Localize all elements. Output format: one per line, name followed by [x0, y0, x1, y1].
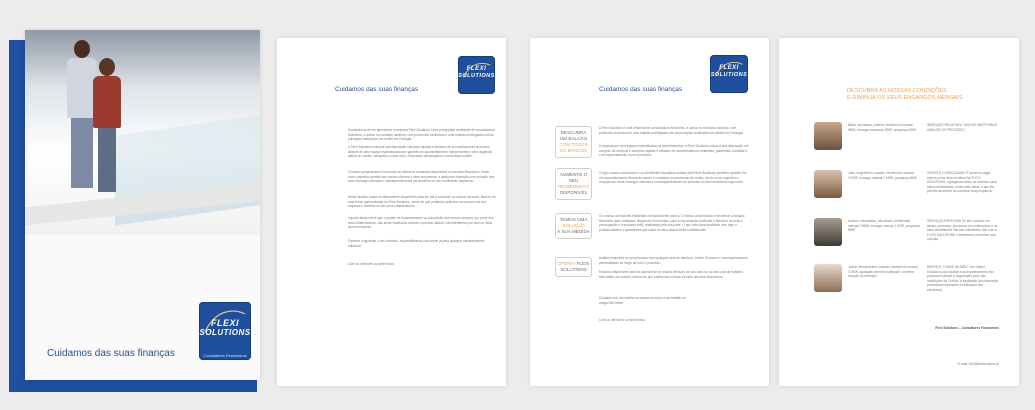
- case-service-joana: SERVIÇO "CHAVE NA MÃO" Um Gestor Exclusivo para análise e acompanhamento dos processos (desde a negociação junto das instituições de Crédito, à liquidação da informação processual necessária e realização das escrituras).: [927, 265, 999, 292]
- feature-box-solucao: [555, 213, 592, 239]
- case-service-maria: INSENÇÃO RELATIVA À TAXA DE ABERTURA E ANÁLISE DE PROCESSO: [927, 123, 998, 132]
- logo-text-solutions: SOLUTIONS: [199, 328, 251, 337]
- page3-logo: [710, 55, 748, 93]
- letter-page-1: [277, 38, 506, 386]
- page3-paragraph-3: O rigor nossos consultores e os excelentes resultados obtidos pela Flexi Solutions permitem garantir-lhe um aconselhamento financeiro isento e condições excepcionais de crédito, tendo como objectivo a redução dos seus encargos mensais e consequentemente um aumento do seu rendimento disponível.: [599, 171, 747, 185]
- logo-text-flexi: FLEXI: [466, 66, 487, 72]
- feature-box-highlight: SOLUÇÃO: [562, 223, 585, 228]
- logo-subtitle: Consultores Financeiros: [203, 353, 247, 358]
- feature-box-balcao: [555, 126, 592, 158]
- cover-logo: [199, 302, 251, 360]
- feature-box-highlight: OFERTA: [557, 261, 576, 266]
- feature-box-rendimento: [555, 168, 592, 200]
- case-service-joao: CRÉDITO CONSOLIDADO É possível pagar menos pelos seus créditos! Na FLEXI SOLUTIONS, agregamos todos os créditos numa única mensalidade, muito mais baixa, o que lhe permite aumentar ou construir uma poupança.: [927, 171, 997, 194]
- page3-closing: Com os melhores cumprimentos.: [599, 318, 646, 322]
- page3-heading: Cuidamos das suas finanças: [599, 86, 683, 93]
- letter-page-2: [530, 38, 769, 386]
- cover-photo: [25, 30, 260, 235]
- feature-box-highlight: COM TODOS OS BANCOS: [559, 142, 588, 153]
- page2-closing: Com os melhores cumprimentos.: [348, 262, 395, 266]
- page4-footer-email: E-mail: info@flexisolutions.pt: [958, 362, 999, 366]
- feature-box-text: TEMOS UMA: [559, 217, 588, 222]
- page3-paragraph-1: A Flexi Solutions é uma empresa de consultadoria financeira, a actuar no mercado nacional, com protocolos exclusivos e uma relação privilegiada com as principais instituições de crédito em Portugal.: [599, 126, 744, 135]
- page2-heading: Cuidamos das suas finanças: [335, 86, 419, 93]
- logo-text-solutions: SOLUTIONS: [710, 72, 748, 78]
- feature-box-text: FLEXI SOLUTIONS: [560, 261, 590, 272]
- page4-heading-line1: DESCUBRA AS NOSSAS CONDIÇÕES: [847, 88, 947, 94]
- case-photo-joana: [814, 264, 842, 292]
- feature-box-highlight: RENDIMENTO: [558, 184, 589, 189]
- case-profile-maria: Maria, secretária, solteira, rendimento mensal 850€, encargo mensal de 520€, poupança 205€.: [848, 123, 917, 132]
- case-profile-joana: Joana, farmacêutica, casada, rendimento mensal 3.000€, aquisição primeira habitação, a melhor solução do mercado.: [848, 265, 918, 279]
- case-photo-maria: [814, 122, 842, 150]
- case-profile-antonio: António, informático, divorciado, rendimento mensal 2.500€, encargo mensal 1.200€, poupança 550€: [848, 219, 920, 233]
- logo-text-solutions: SOLUTIONS: [458, 73, 495, 79]
- feature-box-oferta: [555, 257, 592, 277]
- page2-paragraph-5: Importa ainda referir que o pedido de esclarecimento ou subscrição dos nossos serviços, por parte dos seus colaboradores, não serão realizados durante o período laboral, não interferindo por isso no ritmo da sua empresa.: [348, 216, 494, 230]
- conditions-page: [779, 38, 1019, 386]
- feature-box-text: DISPONÍVEL: [559, 190, 588, 195]
- page3-paragraph-5: Análise financeira do seu processo sem qualquer taxa de abertura. Gestor Exclusivo e acompanhamento personalizado ao longo de todo o processo.: [599, 256, 748, 265]
- page2-paragraph-6: Ficamos a aguardar o seu contacto, disponibilizando-nos desde já para qualquer esclarecimento adicional.: [348, 239, 485, 248]
- feature-box-text: À SUA MEDIDA: [557, 229, 590, 234]
- case-photo-antonio: [814, 218, 842, 246]
- page2-paragraph-1: Gostaríamos de lhe apresentar a empresa Flexi Solutions. Uma privilegiada sociedade de consultadoria financeira, a actuar no mercado nacional, com protocolos exclusivos e uma relação privilegiada com as principais instituições de crédito em Portugal.: [348, 128, 495, 142]
- page3-paragraph-7: Contacte-nos. Aconselhe os nossos serviços a um familiar ou amigo! Até breve.: [599, 296, 686, 305]
- page3-paragraph-2: Composta por uma equipa especializada na área financeira, a Flexi Solutions coloca à sua disposição um conjunto de serviços e soluções rápidas e eficazes de aconselhamento financeiro, garantindo a análise e o acompanhamento do seu processo.: [599, 144, 749, 158]
- page3-paragraph-4: Os nossos consultores trabalham exclusivamente para si. O nosso compromisso é encontrar a solução financeira mais vantajosa, disponível no mercado, para a sua situação particular e libertá-lo de toda a preocupação e burocracia inútil, realizadas pela sua parte. O seu caso será analisado com rigor e profissionalismo e garantimos que todos os seus dados serão confidenciais.: [599, 214, 745, 232]
- logo-text-flexi: FLEXI: [719, 65, 739, 71]
- feature-box-text: AUMENTE O SEU: [559, 172, 588, 183]
- case-photo-joao: [814, 170, 842, 198]
- cover-folder: [25, 30, 260, 380]
- logo-text-flexi: FLEXI: [210, 318, 239, 328]
- page2-paragraph-3: O nosso compromisso é encontrar as melhores condições disponíveis no mercado financeiro, tendo como objectivo permitir aos nossos clientes o ideal empréstimo à particulas obtenção uma redução dos seus encargos mensais e consequentemente um aumento do seu rendimento disponível.: [348, 170, 494, 184]
- person-woman: [93, 58, 123, 193]
- cover-title: Cuidamos das suas finanças: [47, 348, 175, 359]
- page4-footer-company: Flexi Solutions – Consultores Financeiros: [935, 326, 999, 330]
- page2-paragraph-4: Neste sentido, estamos inteiramente disponíveis para lhe dar a conhecer os nossos serviços, através de uma breve apresentação da Flexi Solutions, certos de que podemos optimizar os recursos da sua empresa e também os dos seus colaboradores.: [348, 195, 496, 209]
- page3-paragraph-6: Estamos disponíveis para lhe apresentar os nossos serviços, no seu caso ou no seu local de trabalho. Não existe um número mínimo de que poderemos colocar os seus recursos financeiros.: [599, 270, 744, 279]
- case-profile-joao: João, engenheiro, casado, rendimento mensal 3.000€, encargo mensal 1.150€, poupança 460€: [848, 171, 917, 180]
- case-service-antonio: SERVIÇOS ESPECIAIS Se tem créditos em atraso, penhoras, processos em contencioso e os seus rendimentos não são suficientes, fale com a FLEXI SOLUTIONS e tentaremos encontrar uma solução.: [927, 219, 998, 242]
- page2-paragraph-2: A Flexi Solutions coloca à sua disposição soluções rápidas e eficazes de aconselhamento financeiro, através de uma equipa especializada que garante um aconselhamento independente e uma vigilância atenta do crédito, adequado a cada caso, eliminando deslocações e burocracias inúteis.: [348, 145, 493, 159]
- page2-logo: [458, 56, 495, 94]
- page4-heading-line2: E DIMINUA OS SEUS ENCARGOS MENSAIS: [847, 95, 963, 101]
- feature-box-text: DESCUBRA UM BALCÃO: [559, 130, 588, 141]
